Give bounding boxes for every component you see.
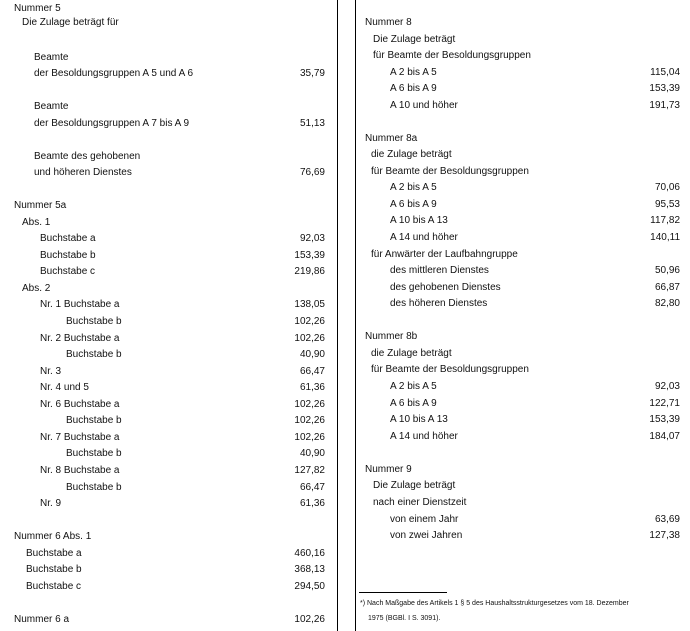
row-value: 191,73 — [649, 100, 680, 111]
table-row — [0, 563, 337, 577]
row-label: des mittleren Dienstes — [390, 265, 489, 276]
row-label: der Besoldungsgruppen A 7 bis A 9 — [34, 118, 190, 129]
table-row — [0, 232, 337, 246]
row-value: 66,47 — [299, 482, 325, 493]
table-row — [0, 315, 337, 329]
column-divider-left — [337, 0, 338, 631]
row-label: für Beamte der Besoldungsgruppen — [371, 166, 529, 177]
table-row — [0, 282, 337, 296]
row-value: 92,03 — [299, 233, 325, 244]
table-row — [356, 33, 690, 47]
row-value: 219,86 — [294, 266, 325, 277]
table-row — [356, 363, 690, 377]
row-value: 102,26 — [294, 333, 325, 344]
table-row — [0, 381, 337, 395]
row-value: 102,26 — [294, 432, 325, 443]
row-label: A 14 und höher — [390, 431, 458, 442]
row-value: 35,79 — [299, 68, 325, 79]
row-value: 115,04 — [650, 67, 680, 78]
table-row — [356, 513, 690, 527]
row-label: Nummer 5 — [14, 3, 61, 14]
row-label: A 10 bis A 13 — [390, 215, 448, 226]
row-value: 153,39 — [649, 414, 680, 425]
row-label: Buchstabe c — [26, 581, 82, 592]
row-label: des gehobenen Dienstes — [390, 282, 501, 293]
table-row — [0, 332, 337, 346]
row-label: und höheren Dienstes — [34, 167, 132, 178]
row-value: 127,38 — [649, 530, 680, 541]
table-row — [0, 530, 337, 544]
row-label: Nr. 4 und 5 — [40, 382, 89, 393]
row-label: Nummer 6 Abs. 1 — [14, 531, 92, 542]
table-row — [356, 529, 690, 543]
table-row — [356, 82, 690, 96]
row-value: 40,90 — [299, 349, 325, 360]
table-row — [0, 497, 337, 511]
table-row — [356, 148, 690, 162]
row-value: 127,82 — [294, 465, 325, 476]
row-value: 184,07 — [649, 431, 680, 442]
row-label: von einem Jahr — [390, 514, 459, 525]
table-row — [356, 330, 690, 344]
table-row — [356, 165, 690, 179]
row-value: 140,11 — [650, 232, 680, 243]
table-row — [356, 264, 690, 278]
row-value: 50,96 — [654, 265, 680, 276]
row-value: 76,69 — [299, 167, 325, 178]
table-row — [0, 481, 337, 495]
row-label: A 10 bis A 13 — [390, 414, 448, 425]
row-value: 102,26 — [294, 399, 325, 410]
row-value: 102,26 — [294, 415, 325, 426]
row-label: die Zulage beträgt — [371, 149, 452, 160]
row-value: 102,26 — [294, 614, 325, 625]
row-label: Buchstabe b — [26, 564, 82, 575]
row-label: Nummer 8b — [365, 331, 418, 342]
row-value: 95,53 — [654, 199, 680, 210]
table-row — [356, 214, 690, 228]
row-label: Nummer 6 a — [14, 614, 70, 625]
row-label: Beamte des gehobenen — [34, 151, 141, 162]
row-value: 61,36 — [299, 498, 325, 509]
row-value: 153,39 — [294, 250, 325, 261]
row-label: Nummer 9 — [365, 464, 412, 475]
row-value: 66,87 — [654, 282, 680, 293]
table-row — [356, 430, 690, 444]
table-row — [356, 347, 690, 361]
table-row — [356, 248, 690, 262]
right-column — [356, 0, 690, 631]
row-label: A 10 und höher — [390, 100, 458, 111]
row-value: 51,13 — [299, 118, 325, 129]
table-row — [356, 16, 690, 30]
table-row — [356, 99, 690, 113]
row-value: 82,80 — [654, 298, 680, 309]
row-value: 102,26 — [294, 316, 325, 327]
row-value: 92,03 — [654, 381, 680, 392]
table-row — [0, 117, 337, 131]
table-row — [0, 166, 337, 180]
footnote-line-1: *) Nach Maßgabe des Artikels 1 § 5 des Haushaltsstrukturgesetzes vom 18. Dezember — [360, 600, 629, 607]
table-row — [0, 16, 337, 30]
table-row — [0, 613, 337, 627]
row-label: Beamte — [34, 52, 69, 63]
row-label: Abs. 2 — [22, 283, 51, 294]
row-label: Buchstabe b — [66, 415, 122, 426]
row-label: A 2 bis A 5 — [390, 182, 437, 193]
row-value: 138,05 — [294, 299, 325, 310]
row-label: Buchstabe b — [40, 250, 96, 261]
row-value: 40,90 — [299, 448, 325, 459]
row-value: 122,71 — [649, 398, 680, 409]
row-label: Buchstabe b — [66, 482, 122, 493]
row-label: A 2 bis A 5 — [390, 67, 437, 78]
row-label: Nr. 1 Buchstabe a — [40, 299, 120, 310]
row-label: Nr. 2 Buchstabe a — [40, 333, 120, 344]
row-value: 294,50 — [294, 581, 325, 592]
row-label: für Beamte der Besoldungsgruppen — [373, 50, 531, 61]
row-label: Buchstabe b — [66, 448, 122, 459]
table-row — [0, 547, 337, 561]
row-label: Die Zulage beträgt für — [22, 17, 119, 28]
row-label: Nummer 8 — [365, 17, 412, 28]
row-label: für Beamte der Besoldungsgruppen — [371, 364, 529, 375]
table-row — [356, 198, 690, 212]
row-value: 117,82 — [650, 215, 680, 226]
row-value: 368,13 — [294, 564, 325, 575]
row-label: Buchstabe a — [26, 548, 82, 559]
row-label: von zwei Jahren — [390, 530, 463, 541]
row-label: Nummer 8a — [365, 133, 418, 144]
row-label: A 14 und höher — [390, 232, 458, 243]
left-column — [0, 0, 337, 631]
footnote-line-2: 1975 (BGBl. I S. 3091). — [368, 615, 441, 622]
row-label: Nummer 5a — [14, 200, 67, 211]
table-row — [0, 365, 337, 379]
row-label: Nr. 9 — [40, 498, 62, 509]
table-row — [0, 464, 337, 478]
row-value: 153,39 — [649, 83, 680, 94]
table-row — [356, 281, 690, 295]
row-label: Nr. 8 Buchstabe a — [40, 465, 120, 476]
table-row — [0, 431, 337, 445]
table-row — [0, 100, 337, 114]
row-label: Die Zulage beträgt — [373, 34, 456, 45]
table-row — [356, 49, 690, 63]
row-label: der Besoldungsgruppen A 5 und A 6 — [34, 68, 194, 79]
footnote-rule — [359, 592, 447, 593]
table-row — [356, 132, 690, 146]
table-row — [356, 413, 690, 427]
table-row — [356, 66, 690, 80]
row-label: Buchstabe b — [66, 316, 122, 327]
row-label: A 6 bis A 9 — [390, 398, 437, 409]
row-label: Buchstabe b — [66, 349, 122, 360]
row-label: Nr. 7 Buchstabe a — [40, 432, 120, 443]
table-row — [0, 51, 337, 65]
table-row — [0, 447, 337, 461]
row-value: 61,36 — [299, 382, 325, 393]
table-row — [0, 348, 337, 362]
row-label: Buchstabe c — [40, 266, 96, 277]
table-row — [0, 580, 337, 594]
table-row — [356, 297, 690, 311]
row-label: Nr. 3 — [40, 366, 62, 377]
row-label: Abs. 1 — [22, 217, 51, 228]
table-row — [0, 216, 337, 230]
row-label: Buchstabe a — [40, 233, 96, 244]
table-row — [0, 199, 337, 213]
table-row — [0, 265, 337, 279]
row-label: nach einer Dienstzeit — [373, 497, 467, 508]
table-row — [356, 496, 690, 510]
row-value: 70,06 — [654, 182, 680, 193]
table-row — [0, 2, 337, 16]
row-label: Beamte — [34, 101, 69, 112]
table-row — [356, 397, 690, 411]
row-label: für Anwärter der Laufbahngruppe — [371, 249, 518, 260]
row-value: 63,69 — [654, 514, 680, 525]
table-row — [0, 398, 337, 412]
table-row — [356, 181, 690, 195]
table-row — [0, 298, 337, 312]
table-row — [0, 67, 337, 81]
row-label: des höheren Dienstes — [390, 298, 488, 309]
row-label: Nr. 6 Buchstabe a — [40, 399, 120, 410]
table-row — [356, 380, 690, 394]
table-row — [0, 150, 337, 164]
table-row — [356, 231, 690, 245]
row-label: A 6 bis A 9 — [390, 199, 437, 210]
table-row — [0, 249, 337, 263]
row-value: 66,47 — [299, 366, 325, 377]
row-label: Die Zulage beträgt — [373, 480, 456, 491]
row-label: die Zulage beträgt — [371, 348, 452, 359]
table-row — [356, 463, 690, 477]
table-row — [0, 414, 337, 428]
row-value: 460,16 — [294, 548, 325, 559]
table-row — [356, 479, 690, 493]
row-label: A 2 bis A 5 — [390, 381, 437, 392]
row-label: A 6 bis A 9 — [390, 83, 437, 94]
